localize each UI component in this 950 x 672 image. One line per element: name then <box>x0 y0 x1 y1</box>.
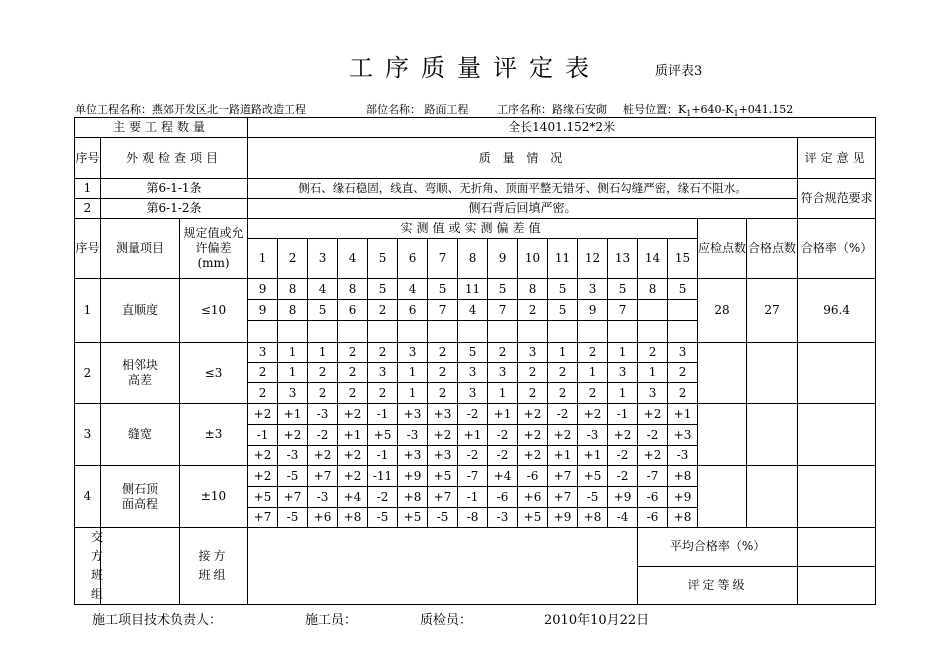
appearance-desc: 侧石背后回填严密。 <box>248 199 798 219</box>
measured-value: +1 <box>338 425 368 446</box>
appearance-desc: 侧石、缘石稳固，线直、弯顺、无折角、顶面平整无错牙、侧石勾缝严密，缘石不阻水。 <box>248 179 798 199</box>
measured-value: 1 <box>398 383 428 404</box>
measured-value: -1 <box>368 404 398 425</box>
column-number: 4 <box>338 239 368 279</box>
pass-rate <box>798 343 876 404</box>
measured-value: 7 <box>488 300 518 321</box>
measured-value: 2 <box>338 363 368 383</box>
measured-value: 3 <box>368 363 398 383</box>
measured-value: +2 <box>338 466 368 487</box>
column-number: 2 <box>278 239 308 279</box>
grade-value <box>798 566 876 605</box>
tech-lead-signature: 施工项目技术负责人： <box>92 613 223 628</box>
measured-value: 2 <box>518 363 548 383</box>
column-number: 15 <box>668 239 698 279</box>
measurement-name: 直顺度 <box>101 279 180 343</box>
measured-value: -2 <box>488 446 518 466</box>
measured-value: -7 <box>458 466 488 487</box>
measured-value: 3 <box>518 343 548 363</box>
appearance-no: 1 <box>75 179 101 199</box>
measured-value: -2 <box>458 446 488 466</box>
measured-value <box>368 321 398 343</box>
measured-value: +2 <box>338 404 368 425</box>
measured-value: 7 <box>608 300 638 321</box>
receive-team-label: 接方班组 <box>180 528 248 605</box>
measured-value: -3 <box>308 487 338 508</box>
measurement-row <box>75 466 876 487</box>
measured-value: 2 <box>638 343 668 363</box>
measured-value: +1 <box>578 446 608 466</box>
measured-value: -5 <box>368 508 398 528</box>
measured-value: +1 <box>488 404 518 425</box>
measured-value: 2 <box>548 363 578 383</box>
measurement-no: 3 <box>75 404 101 466</box>
measured-value <box>668 300 698 321</box>
measured-value: +1 <box>548 446 578 466</box>
measured-value: -1 <box>368 446 398 466</box>
column-number: 5 <box>368 239 398 279</box>
measured-value: -2 <box>548 404 578 425</box>
measured-value: -3 <box>578 425 608 446</box>
bottom-row <box>75 528 876 567</box>
inspector-signature: 质检员： <box>420 613 473 628</box>
measured-value: -2 <box>638 425 668 446</box>
measured-value: 5 <box>458 343 488 363</box>
measured-value: +7 <box>278 487 308 508</box>
opinion-value: 符合规范要求 <box>798 179 876 219</box>
measured-value: 9 <box>578 300 608 321</box>
measured-value: +4 <box>338 487 368 508</box>
form-number: 质评表3 <box>655 64 703 79</box>
measured-value: -6 <box>638 508 668 528</box>
measured-value: +5 <box>368 425 398 446</box>
measured-value <box>608 321 638 343</box>
measured-value: 2 <box>668 383 698 404</box>
measurement-row <box>75 343 876 363</box>
should-check-count <box>698 343 747 404</box>
measured-value: 2 <box>548 383 578 404</box>
measured-value: 5 <box>308 300 338 321</box>
measured-value: +7 <box>548 466 578 487</box>
measured-value: -2 <box>488 425 518 446</box>
measured-value: 4 <box>458 300 488 321</box>
measured-value: 2 <box>368 383 398 404</box>
appearance-item-header: 外观检查项目 <box>101 138 248 179</box>
measured-value: 3 <box>638 383 668 404</box>
measured-value <box>398 321 428 343</box>
measured-value: 2 <box>248 363 278 383</box>
measured-value: -11 <box>368 466 398 487</box>
measurement-no: 4 <box>75 466 101 528</box>
measured-value: +2 <box>548 425 578 446</box>
measured-value <box>668 321 698 343</box>
measured-value: +9 <box>668 487 698 508</box>
column-number: 12 <box>578 239 608 279</box>
measured-value <box>488 321 518 343</box>
measured-value: -8 <box>458 508 488 528</box>
measured-value: -2 <box>368 487 398 508</box>
measured-value: +2 <box>338 446 368 466</box>
column-number: 14 <box>638 239 668 279</box>
measured-value <box>638 321 668 343</box>
measured-value: 1 <box>398 363 428 383</box>
measurement-row <box>75 404 876 425</box>
measured-value: -2 <box>308 425 338 446</box>
measured-value: -1 <box>608 404 638 425</box>
measured-value: 1 <box>308 343 338 363</box>
measured-value: +7 <box>428 487 458 508</box>
measured-value: 3 <box>458 363 488 383</box>
measured-value: +5 <box>518 508 548 528</box>
measured-value: +8 <box>668 466 698 487</box>
pass-rate-header: 合格率（%） <box>798 219 876 279</box>
measured-value: 4 <box>398 279 428 300</box>
average-pass-rate-label: 平均合格率（%） <box>638 528 798 567</box>
measured-value: 2 <box>338 343 368 363</box>
measured-value: 3 <box>458 383 488 404</box>
column-number: 11 <box>548 239 578 279</box>
measured-value: +1 <box>278 404 308 425</box>
measured-value: 9 <box>248 279 278 300</box>
measured-value: -5 <box>578 487 608 508</box>
measured-value: +2 <box>248 466 278 487</box>
measured-value: +8 <box>338 508 368 528</box>
measured-value: +2 <box>248 446 278 466</box>
measured-value: 2 <box>488 343 518 363</box>
measured-value: 3 <box>578 279 608 300</box>
hand-over-team-signature <box>101 528 180 605</box>
spec-header: 规定值或允许偏差(mm) <box>180 219 248 279</box>
measured-value: +2 <box>608 425 638 446</box>
measured-value: 8 <box>278 300 308 321</box>
quality-table <box>74 117 876 605</box>
opinion-header: 评定意见 <box>798 138 876 179</box>
column-number: 6 <box>398 239 428 279</box>
column-number: 9 <box>488 239 518 279</box>
measurement-spec: ≤10 <box>180 279 248 343</box>
measured-value: +7 <box>548 487 578 508</box>
measured-value <box>548 321 578 343</box>
measured-value: +3 <box>668 425 698 446</box>
measured-value: 5 <box>428 279 458 300</box>
measured-value: 3 <box>668 343 698 363</box>
blank-area <box>248 528 638 605</box>
qualified-count: 27 <box>747 279 798 343</box>
should-check-count: 28 <box>698 279 747 343</box>
measurement-name: 侧石顶面高程 <box>101 466 180 528</box>
measured-value: 5 <box>368 279 398 300</box>
measured-value: +7 <box>248 508 278 528</box>
measured-value: +5 <box>398 508 428 528</box>
measured-value: 2 <box>338 383 368 404</box>
seq-header: 序号 <box>75 219 101 279</box>
pass-rate: 96.4 <box>798 279 876 343</box>
measured-value: 1 <box>638 363 668 383</box>
measured-value: -3 <box>278 446 308 466</box>
measured-value <box>428 321 458 343</box>
measured-value: +9 <box>608 487 638 508</box>
appearance-item: 第6-1-1条 <box>101 179 248 199</box>
column-number: 8 <box>458 239 488 279</box>
measured-value: -5 <box>428 508 458 528</box>
measured-value: 2 <box>578 343 608 363</box>
measured-value: 1 <box>488 383 518 404</box>
appearance-no: 2 <box>75 199 101 219</box>
measurement-spec: ≤3 <box>180 343 248 404</box>
measured-value: +2 <box>428 425 458 446</box>
measurement-name: 相邻块高差 <box>101 343 180 404</box>
measured-value: +2 <box>518 446 548 466</box>
measured-value: +2 <box>308 446 338 466</box>
measured-value: 1 <box>278 363 308 383</box>
measured-value: +3 <box>398 404 428 425</box>
measured-value: 2 <box>308 383 338 404</box>
measured-value: +9 <box>548 508 578 528</box>
measured-value: +3 <box>428 404 458 425</box>
process-name: 工序名称：路缘石安砌 <box>497 103 607 116</box>
measured-value: +2 <box>638 404 668 425</box>
qualified-count <box>747 404 798 466</box>
measured-value: 5 <box>668 279 698 300</box>
measured-value: +6 <box>518 487 548 508</box>
measured-value: +3 <box>398 446 428 466</box>
main-quantity-label: 主要工程数量 <box>75 118 248 138</box>
measured-value: -4 <box>608 508 638 528</box>
measured-value <box>638 300 668 321</box>
measured-value <box>338 321 368 343</box>
measured-value: +7 <box>308 466 338 487</box>
measured-value: 8 <box>638 279 668 300</box>
station-position: 桩号位置：$K_1+640-K_1+041.152$ <box>623 103 794 119</box>
measured-value: 3 <box>488 363 518 383</box>
measurement-spec: ±3 <box>180 404 248 466</box>
measured-value <box>248 321 278 343</box>
measured-value: +4 <box>488 466 518 487</box>
measured-value: +5 <box>578 466 608 487</box>
measured-value: +2 <box>578 404 608 425</box>
measured-value: 6 <box>338 300 368 321</box>
measured-value: +1 <box>668 404 698 425</box>
pass-rate <box>798 404 876 466</box>
measured-value: 7 <box>428 300 458 321</box>
quality-header: 质 量 情 况 <box>248 138 798 179</box>
measured-value: +5 <box>428 466 458 487</box>
worker-signature: 施工员： <box>305 613 358 628</box>
main-quantity-value: 全长1401.152*2米 <box>248 118 876 138</box>
measured-value: 8 <box>338 279 368 300</box>
measured-value: 6 <box>398 300 428 321</box>
measured-value: -1 <box>248 425 278 446</box>
measured-value: +2 <box>638 446 668 466</box>
measured-value: 1 <box>608 343 638 363</box>
measured-value: 1 <box>578 363 608 383</box>
measured-value: -5 <box>278 508 308 528</box>
measured-value: 3 <box>248 343 278 363</box>
measured-value: 5 <box>548 279 578 300</box>
measured-value: 5 <box>488 279 518 300</box>
measured-value: 2 <box>428 343 458 363</box>
measurement-no: 2 <box>75 343 101 404</box>
measured-value <box>518 321 548 343</box>
measured-value: -2 <box>608 446 638 466</box>
measured-value: -1 <box>458 487 488 508</box>
measured-value: 2 <box>518 300 548 321</box>
measured-value <box>278 321 308 343</box>
measured-value: -2 <box>458 404 488 425</box>
measured-value: +8 <box>398 487 428 508</box>
measured-value: +6 <box>308 508 338 528</box>
seq-header: 序号 <box>75 138 101 179</box>
measured-value: 1 <box>608 383 638 404</box>
measured-value: -3 <box>488 508 518 528</box>
measured-value: -3 <box>308 404 338 425</box>
measured-value: 3 <box>278 383 308 404</box>
measurement-name: 缝宽 <box>101 404 180 466</box>
measured-value: +1 <box>458 425 488 446</box>
page-title: 工序质量评定表 <box>349 54 601 82</box>
measured-value: -6 <box>488 487 518 508</box>
qualified-count <box>747 466 798 528</box>
measured-value: 2 <box>368 343 398 363</box>
should-check-count <box>698 404 747 466</box>
measured-value: +2 <box>518 404 548 425</box>
part-name: 部位名称： 路面工程 <box>366 103 469 116</box>
column-number: 10 <box>518 239 548 279</box>
measured-value: 5 <box>548 300 578 321</box>
grade-label: 评定等级 <box>638 566 798 605</box>
measured-value: 2 <box>668 363 698 383</box>
measured-value: -3 <box>398 425 428 446</box>
qualified-header: 合格点数 <box>747 219 798 279</box>
measured-value: 5 <box>608 279 638 300</box>
measured-value: +2 <box>278 425 308 446</box>
column-number: 1 <box>248 239 278 279</box>
measured-value: +9 <box>398 466 428 487</box>
measured-value: 2 <box>308 363 338 383</box>
measured-values-header: 实测值或实测偏差值 <box>248 219 698 239</box>
measured-value: 9 <box>248 300 278 321</box>
measured-value: -5 <box>278 466 308 487</box>
measured-value: 8 <box>278 279 308 300</box>
measured-value: -2 <box>608 466 638 487</box>
measured-value: 11 <box>458 279 488 300</box>
column-number: 3 <box>308 239 338 279</box>
measured-value: 3 <box>398 343 428 363</box>
measured-value <box>458 321 488 343</box>
measured-value: +8 <box>578 508 608 528</box>
measured-value: 2 <box>368 300 398 321</box>
measured-value: 2 <box>578 383 608 404</box>
column-number: 7 <box>428 239 458 279</box>
measured-value: 4 <box>308 279 338 300</box>
measured-value: +2 <box>248 404 278 425</box>
measured-value: 2 <box>428 383 458 404</box>
measurement-spec: ±10 <box>180 466 248 528</box>
measurement-no: 1 <box>75 279 101 343</box>
average-pass-rate-value <box>798 528 876 567</box>
measured-value: 2 <box>428 363 458 383</box>
measured-value: 2 <box>248 383 278 404</box>
column-number: 13 <box>608 239 638 279</box>
measured-value: -3 <box>668 446 698 466</box>
measured-value: +3 <box>428 446 458 466</box>
measured-value: 2 <box>518 383 548 404</box>
measured-value: +8 <box>668 508 698 528</box>
measure-item-header: 测量项目 <box>101 219 180 279</box>
measured-value <box>578 321 608 343</box>
measured-value: -6 <box>638 487 668 508</box>
pass-rate <box>798 466 876 528</box>
should-check-count <box>698 466 747 528</box>
measured-value: 1 <box>278 343 308 363</box>
measured-value <box>308 321 338 343</box>
measured-value: -7 <box>638 466 668 487</box>
qualified-count <box>747 343 798 404</box>
unit-project-name: 单位工程名称：燕郊开发区北一路道路改造工程 <box>75 103 306 116</box>
measured-value: 3 <box>608 363 638 383</box>
measured-value: 8 <box>518 279 548 300</box>
report-date: 2010年10月22日 <box>544 613 650 628</box>
measured-value: -6 <box>518 466 548 487</box>
hand-over-team-label: 交方班组 <box>75 528 101 605</box>
measured-value: +2 <box>518 425 548 446</box>
measured-value: 1 <box>548 343 578 363</box>
measured-value: +5 <box>248 487 278 508</box>
measurement-row <box>75 279 876 300</box>
should-check-header: 应检点数 <box>698 219 747 279</box>
appearance-item: 第6-1-2条 <box>101 199 248 219</box>
